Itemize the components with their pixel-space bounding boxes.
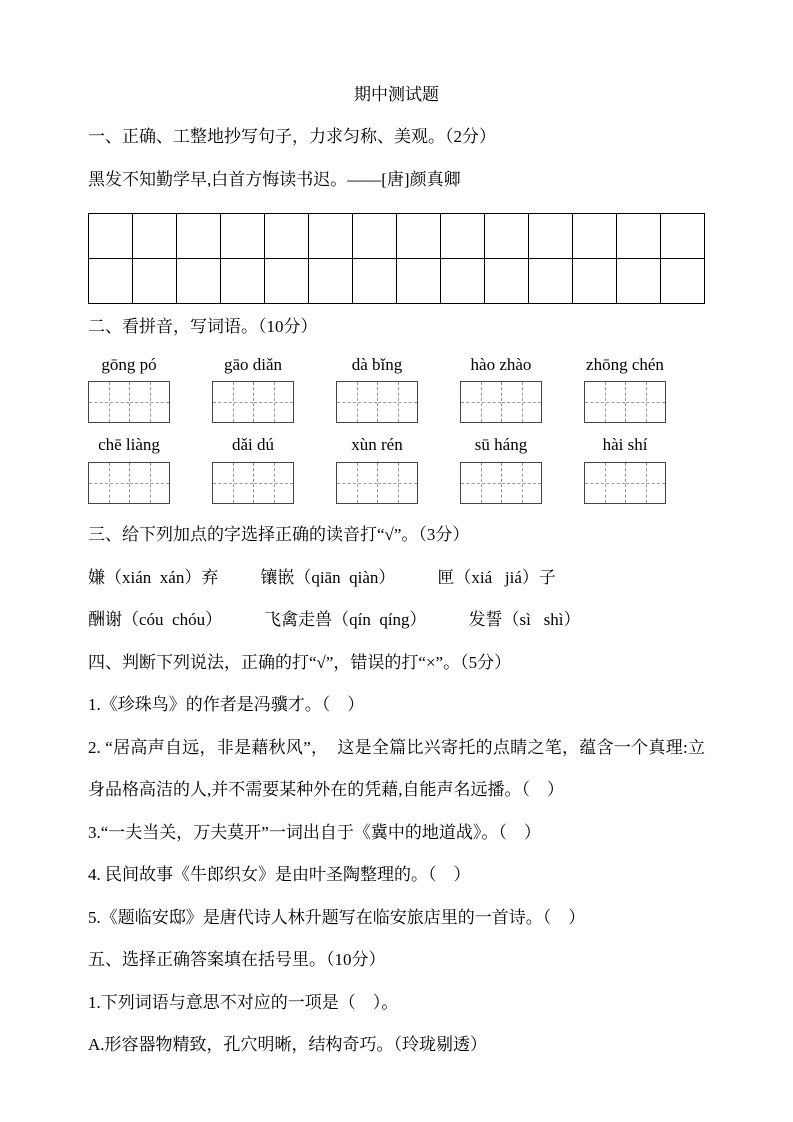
writing-box — [460, 381, 542, 423]
writing-box-cell — [501, 382, 541, 422]
copy-grid-cell — [485, 214, 529, 259]
writing-box-cell — [625, 463, 665, 503]
section-4-heading: 四、判断下列说法，正确的打“√”，错误的打“×”。（5分） — [88, 652, 512, 672]
pinyin-word-group — [584, 433, 666, 504]
copy-grid-cell — [309, 214, 353, 259]
pinyin-label: gāo diǎn — [223, 354, 283, 374]
copy-grid-cell — [441, 214, 485, 259]
writing-box-cell — [337, 463, 377, 503]
writing-box-cell — [337, 382, 377, 422]
writing-box-cell — [377, 382, 417, 422]
pronunciation-choice: 飞禽走兽（qín qíng） — [264, 610, 427, 630]
judgement-item: 4. 民间故事《牛郎织女》是由叶圣陶整理的。（ ） — [88, 865, 471, 885]
writing-box-cell — [253, 463, 293, 503]
pronunciation-choice: 嫌（xián xán）弃 — [88, 567, 219, 587]
judgement-item: 1.《珍珠鸟》的作者是冯骥才。（ ） — [88, 695, 365, 715]
writing-box — [88, 462, 170, 504]
pinyin-word-group — [460, 433, 542, 504]
pinyin-word-group — [336, 353, 418, 424]
writing-box-cell — [585, 463, 625, 503]
writing-box-cell — [253, 382, 293, 422]
choice-question-1: 1.下列词语与意思不对应的一项是（ ）。 — [88, 992, 399, 1012]
copy-grid-cell — [353, 214, 397, 259]
judgement-item: 3.“一夫当关，万夫莫开”一词出自于《冀中的地道战》。（ ） — [88, 822, 541, 842]
writing-box-cell — [89, 463, 129, 503]
page-title: 期中测试题 — [354, 85, 439, 104]
section-1-heading: 一、正确、工整地抄写句子，力求匀称、美观。（2分） — [88, 127, 496, 147]
copy-grid-cell — [661, 259, 705, 304]
writing-box-cell — [461, 382, 501, 422]
writing-box-cell — [89, 382, 129, 422]
writing-box-cell — [377, 463, 417, 503]
pron-line2 — [88, 599, 705, 642]
copy-sentence: 黑发不知勤学早,白首方悔读书迟。——[唐]颜真卿 — [88, 169, 461, 189]
writing-box-cell — [129, 382, 169, 422]
copy-grid-cell — [397, 214, 441, 259]
copy-grid-cell — [573, 259, 617, 304]
section-2-heading: 二、看拼音，写词语。（10分） — [88, 317, 318, 337]
copy-grid-cell — [221, 259, 265, 304]
copy-grid-cell — [221, 214, 265, 259]
pinyin-row2 — [88, 433, 705, 504]
pinyin-label: zhōng chén — [586, 354, 664, 374]
writing-box-cell — [213, 463, 253, 503]
writing-box — [88, 381, 170, 423]
writing-box — [336, 381, 418, 423]
copy-grid-cell — [177, 214, 221, 259]
pinyin-label: dǎi dú — [231, 435, 275, 455]
pronunciation-choice: 镶嵌（qiān qiàn） — [260, 567, 396, 587]
pinyin-word-group — [460, 353, 542, 424]
copy-grid-cell — [617, 259, 661, 304]
writing-box — [212, 381, 294, 423]
judgement-item: 2. “居高声自远，非是藉秋风”， 这是全篇比兴寄托的点睛之笔，蕴含一个真理:立身品格高洁的人,并不需要某种外在的凭藉,自能声名远播。（ ） — [88, 737, 705, 800]
pinyin-label: gōng pó — [101, 354, 157, 374]
pronunciation-choice: 酬谢（cóu chóu） — [88, 610, 223, 630]
copy-grid-cell — [133, 259, 177, 304]
copy-grid-cell — [617, 214, 661, 259]
judgement-list — [88, 684, 705, 939]
pron-line1 — [88, 557, 705, 600]
writing-box — [212, 462, 294, 504]
pinyin-label: hào zhào — [470, 354, 532, 374]
pinyin-word-group — [212, 433, 294, 504]
copy-grid-cell — [529, 214, 573, 259]
choice-option-a: A.形容器物精致，孔穴明晰，结构奇巧。（玲珑剔透） — [88, 1035, 488, 1055]
pinyin-row1 — [88, 353, 705, 424]
pinyin-label: dà bǐng — [351, 354, 403, 374]
pronunciation-choice: 发誓（sì shì） — [468, 610, 581, 630]
copy-grid-cell — [529, 259, 573, 304]
writing-box-cell — [585, 382, 625, 422]
pinyin-word-group — [584, 353, 666, 424]
copy-grid — [88, 213, 705, 304]
writing-box-cell — [461, 463, 501, 503]
copy-grid-cell — [661, 214, 705, 259]
writing-box — [336, 462, 418, 504]
copy-grid-cell — [133, 214, 177, 259]
copy-grid-cell — [89, 259, 133, 304]
pinyin-label: sū háng — [474, 435, 528, 455]
section-5-heading: 五、选择正确答案填在括号里。（10分） — [88, 950, 386, 970]
copy-grid-cell — [177, 259, 221, 304]
copy-grid-cell — [397, 259, 441, 304]
writing-box-cell — [129, 463, 169, 503]
copy-grid-cell — [441, 259, 485, 304]
pinyin-word-group — [212, 353, 294, 424]
pinyin-label: xùn rén — [351, 435, 403, 455]
copy-grid-cell — [89, 214, 133, 259]
copy-grid-cell — [485, 259, 529, 304]
pinyin-label: hài shí — [602, 435, 648, 455]
writing-box — [584, 462, 666, 504]
writing-box-cell — [625, 382, 665, 422]
copy-grid-cell — [573, 214, 617, 259]
writing-box — [460, 462, 542, 504]
pronunciation-choice: 匣（xiá jiá）子 — [437, 567, 556, 587]
writing-box-cell — [213, 382, 253, 422]
pinyin-label: chē liàng — [98, 435, 160, 455]
pinyin-word-group — [336, 433, 418, 504]
pinyin-word-group — [88, 353, 170, 424]
section-3-heading: 三、给下列加点的字选择正确的读音打“√”。（3分） — [88, 525, 470, 545]
writing-box — [584, 381, 666, 423]
copy-grid-cell — [353, 259, 397, 304]
copy-grid-cell — [309, 259, 353, 304]
judgement-item: 5.《题临安邸》是唐代诗人林升题写在临安旅店里的一首诗。（ ） — [88, 907, 586, 927]
copy-grid-cell — [265, 259, 309, 304]
writing-box-cell — [501, 463, 541, 503]
copy-grid-cell — [265, 214, 309, 259]
pinyin-word-group — [88, 433, 170, 504]
